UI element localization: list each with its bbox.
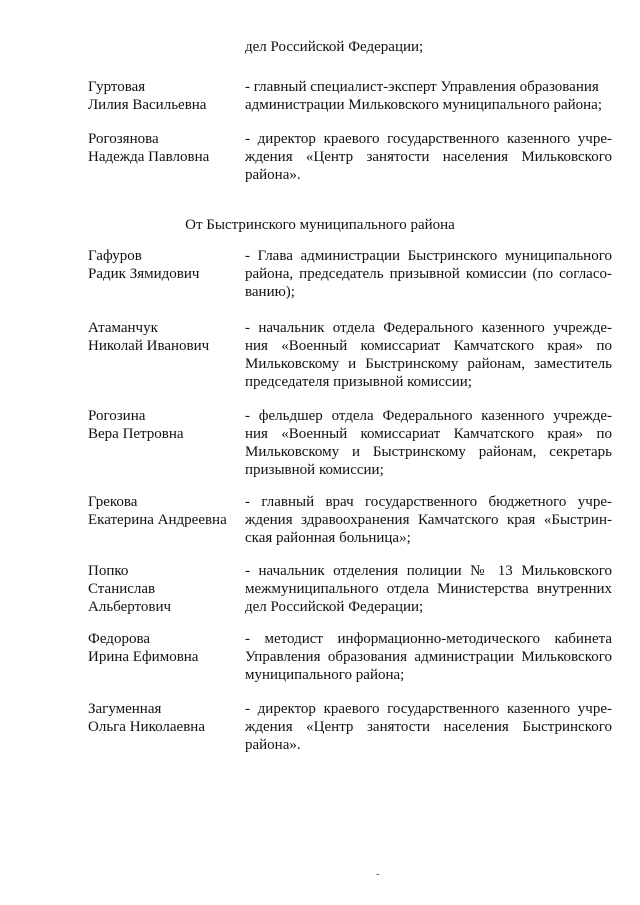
role-line: - директор краевого государственного казенного учре- bbox=[245, 701, 612, 717]
person-name bbox=[88, 247, 238, 283]
role-line: дел Российской Федерации; bbox=[245, 599, 424, 615]
person-name bbox=[88, 700, 238, 736]
role-line: Управления образования администрации Мильковского bbox=[245, 649, 612, 665]
role-line: Мильковскому и Быстринскому районам, заместитель bbox=[245, 356, 612, 372]
given-names: Екатерина Андреевна bbox=[88, 512, 227, 528]
role-line: района». bbox=[245, 167, 301, 183]
role-line: - методист информационно-методического кабинета bbox=[245, 631, 612, 647]
surname: Гуртовая bbox=[88, 79, 146, 95]
role-line: межмуниципального отдела Министерства внутренних bbox=[245, 581, 612, 597]
person-role bbox=[245, 700, 612, 754]
surname: Загуменная bbox=[88, 701, 162, 717]
person-role bbox=[245, 130, 612, 184]
role-line: района». bbox=[245, 737, 301, 753]
role-line: Мильковскому и Быстринскому районам, секретарь bbox=[245, 444, 612, 460]
role-line: - начальник отделения полиции № 13 Мильковского bbox=[245, 563, 612, 579]
role-line: ждения «Центр занятости населения Быстринского bbox=[245, 719, 612, 735]
surname: Атаманчук bbox=[88, 320, 158, 336]
role-line: муниципального района; bbox=[245, 667, 405, 683]
role-line: - директор краевого государственного казенного учре- bbox=[245, 131, 612, 147]
given-names: Ольга Николаевна bbox=[88, 719, 205, 735]
role-line: администрации Мильковского муниципального района; bbox=[245, 97, 603, 113]
role-line: призывной комиссии; bbox=[245, 462, 384, 478]
role-line: - Глава администрации Быстринского муниципального bbox=[245, 248, 612, 264]
patronymic: Альбертович bbox=[88, 599, 172, 615]
surname: Попко bbox=[88, 563, 129, 579]
role-line: - главный врач государственного бюджетного учре- bbox=[245, 494, 612, 510]
role-line: - главный специалист-эксперт Управления образования bbox=[245, 79, 599, 95]
given-names: Лилия Васильевна bbox=[88, 97, 207, 113]
person-role bbox=[245, 562, 612, 616]
role-line: ния «Военный комиссариат Камчатского края» по bbox=[245, 426, 612, 442]
page-mark: ˘ bbox=[376, 872, 380, 884]
role-line: ждения здравоохранения Камчатского края «Быстрин- bbox=[245, 512, 612, 528]
section-heading: От Быстринского муниципального района bbox=[185, 217, 455, 233]
given-names: Радик Зямидович bbox=[88, 266, 200, 282]
role-line: председателя призывной комиссии; bbox=[245, 374, 472, 390]
person-name bbox=[88, 407, 238, 443]
surname: Рогозянова bbox=[88, 131, 159, 147]
surname: Федорова bbox=[88, 631, 150, 647]
surname: Гафуров bbox=[88, 248, 142, 264]
role-line: ния «Военный комиссариат Камчатского края» по bbox=[245, 338, 612, 354]
role-line: ванию); bbox=[245, 284, 295, 300]
surname: Грекова bbox=[88, 494, 138, 510]
role-line: - фельдшер отдела Федерального казенного учрежде- bbox=[245, 408, 612, 424]
given-names: Надежда Павловна bbox=[88, 149, 210, 165]
person-role bbox=[245, 247, 612, 301]
person-name bbox=[88, 130, 238, 166]
role-line: ждения «Центр занятости населения Мильковского bbox=[245, 149, 612, 165]
person-role bbox=[245, 78, 612, 114]
person-name bbox=[88, 78, 238, 114]
person-role bbox=[245, 493, 612, 547]
given-names: Николай Иванович bbox=[88, 338, 210, 354]
person-name bbox=[88, 630, 238, 666]
role-line: - начальник отдела Федерального казенного учрежде- bbox=[245, 320, 612, 336]
person-role bbox=[245, 319, 612, 391]
person-role bbox=[245, 630, 612, 684]
role-line: ская районная больница»; bbox=[245, 530, 411, 546]
given-names: Ирина Ефимовна bbox=[88, 649, 199, 665]
given-names: Вера Петровна bbox=[88, 426, 184, 442]
person-name bbox=[88, 562, 238, 616]
continuation-line: дел Российской Федерации; bbox=[245, 39, 424, 55]
surname: Рогозина bbox=[88, 408, 146, 424]
role-line: района, председатель призывной комиссии (по согласо- bbox=[245, 266, 612, 282]
given-names: Станислав bbox=[88, 581, 156, 597]
person-name bbox=[88, 319, 238, 355]
person-role bbox=[245, 407, 612, 479]
person-name bbox=[88, 493, 238, 529]
